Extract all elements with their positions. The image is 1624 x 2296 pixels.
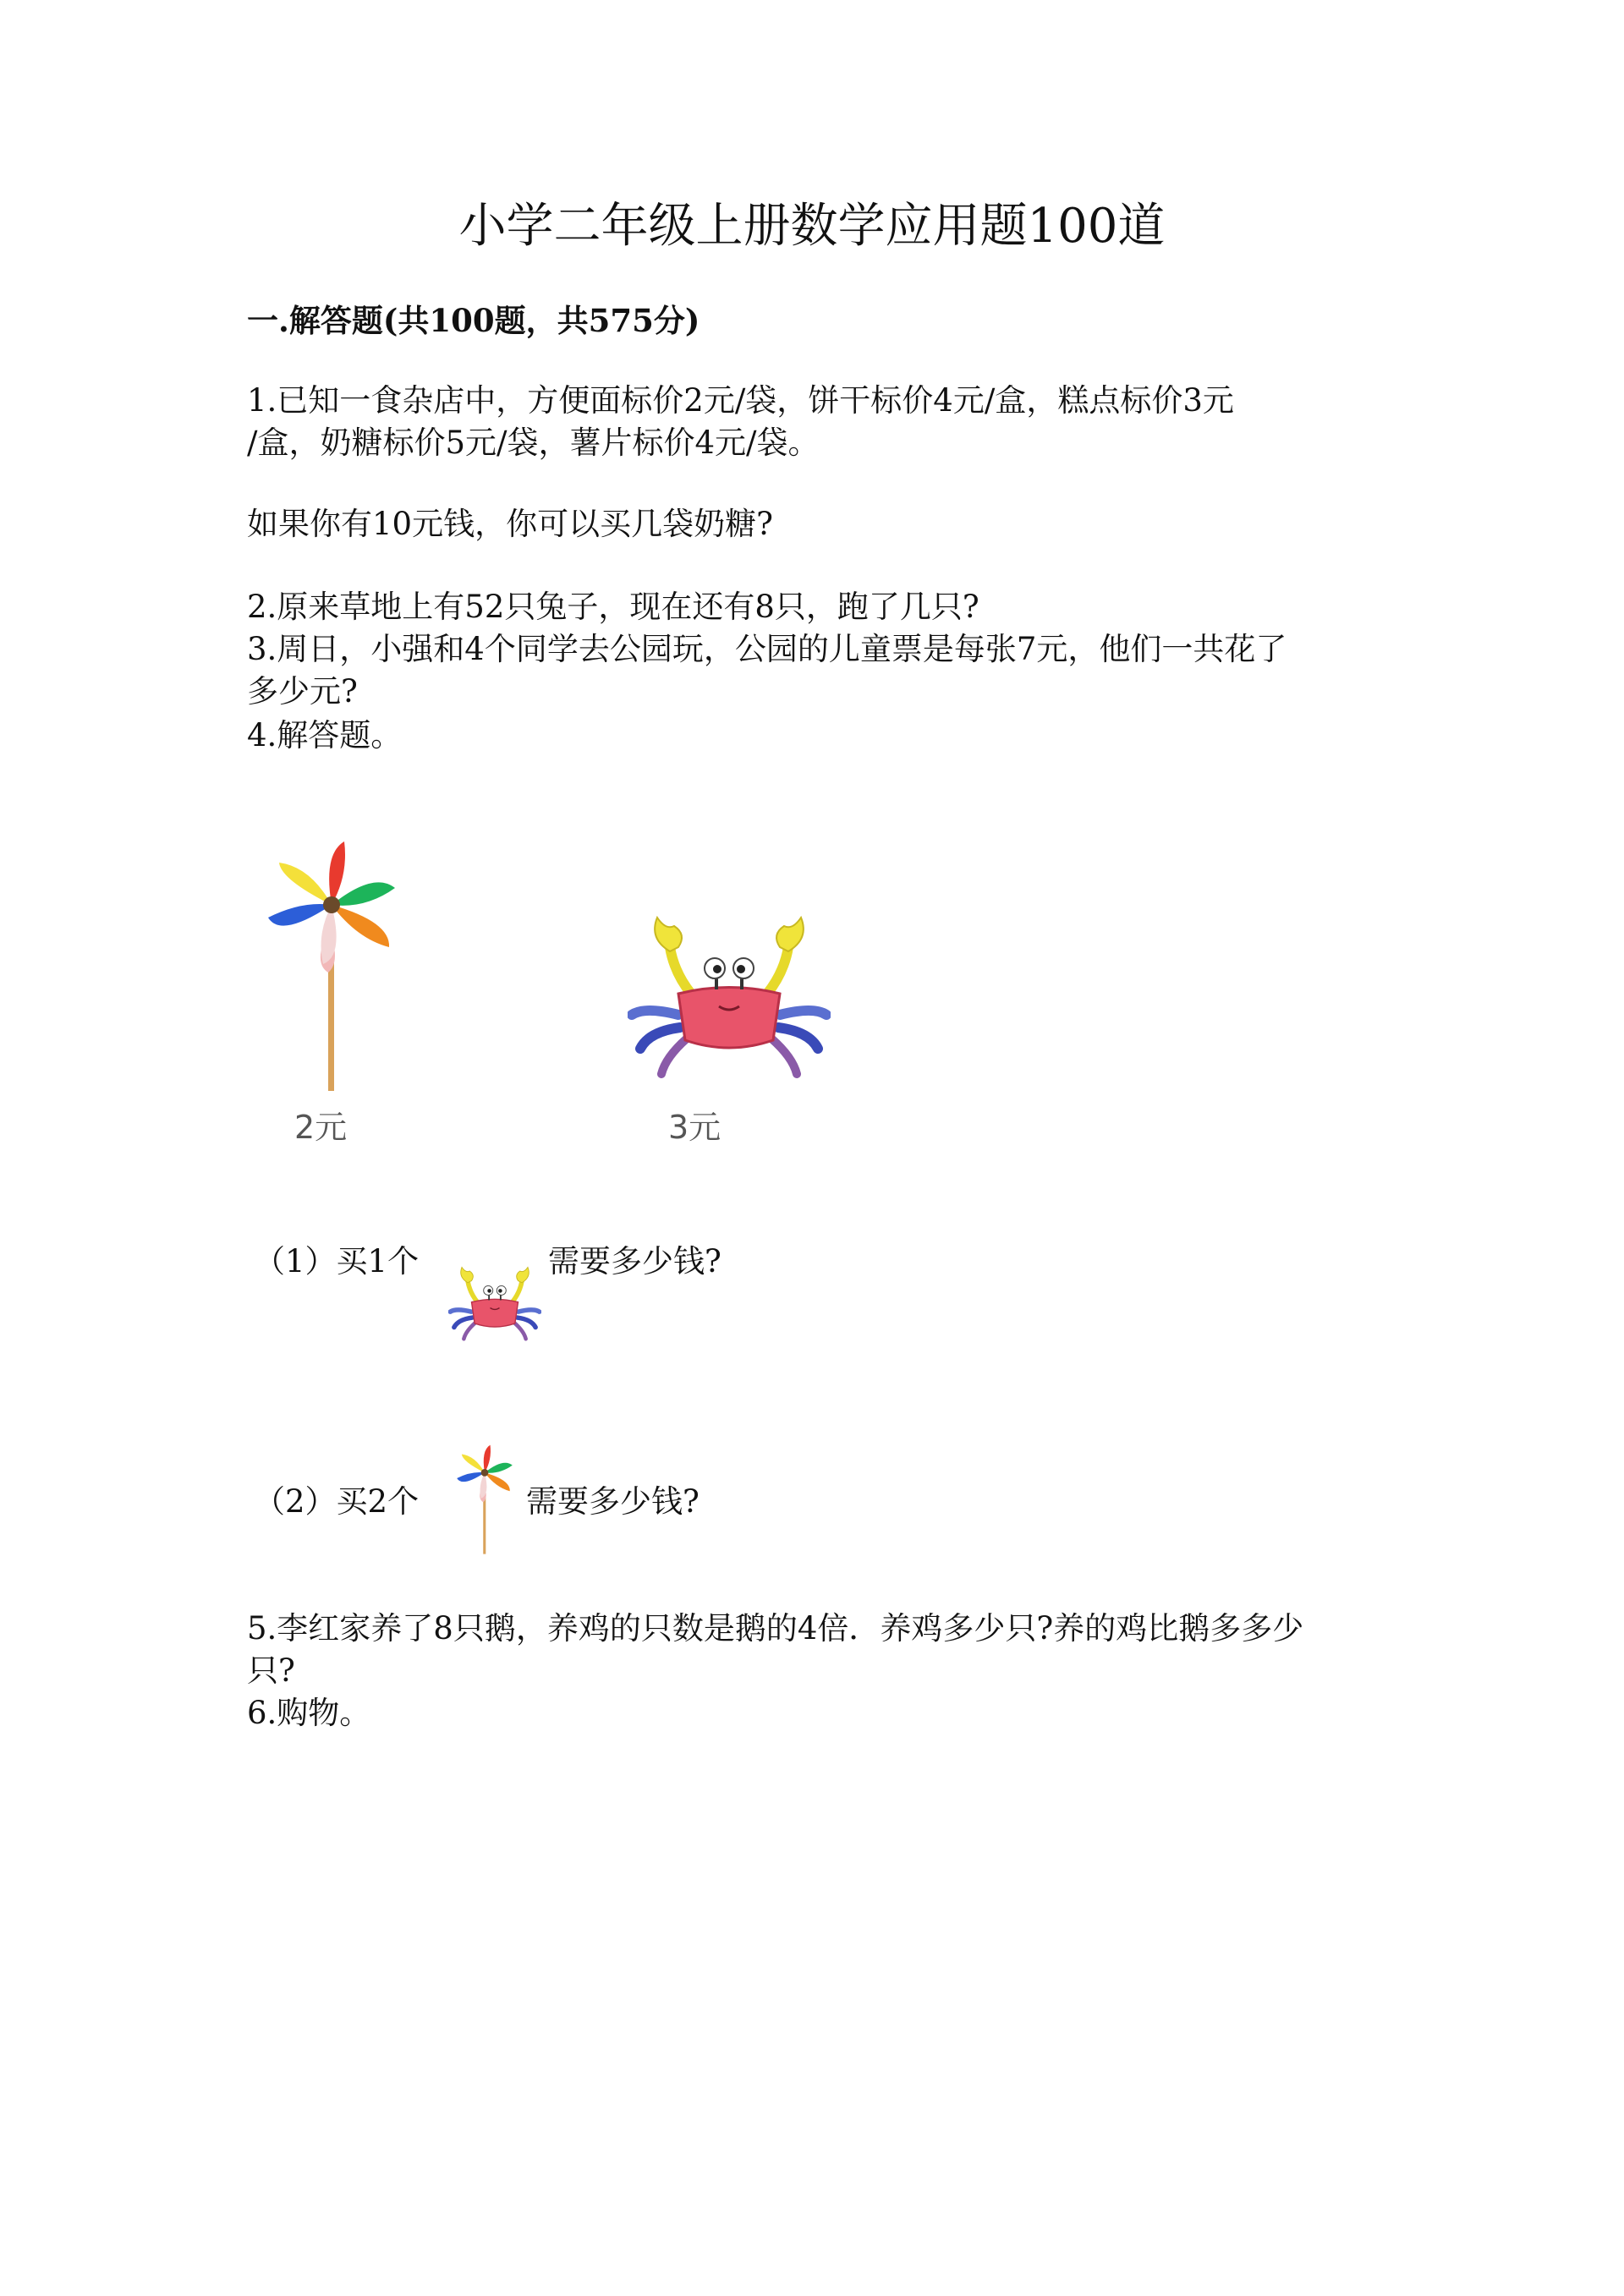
question-3-line-2: 多少元? [247, 673, 358, 710]
question-1-line-1: 1.已知一食杂店中，方便面标价2元/袋，饼干标价4元/盒，糕点标价3元 [247, 382, 1234, 419]
crab-icon [448, 1265, 541, 1343]
question-2: 2.原来草地上有52只兔子，现在还有8只，跑了几只? [247, 589, 979, 625]
subquestion-1-suffix: 需要多少钱? [548, 1243, 721, 1280]
crab-icon [628, 913, 831, 1082]
subquestion-1-prefix: （1）买1个 [254, 1243, 420, 1280]
question-4-label: 4.解答题。 [247, 717, 403, 753]
subquestion-2-suffix: 需要多少钱? [526, 1483, 700, 1520]
crab-price: 3元 [668, 1109, 721, 1146]
question-6: 6.购物。 [247, 1695, 371, 1731]
pinwheel-icon [264, 837, 399, 1091]
subquestion-2-prefix: （2）买2个 [254, 1483, 420, 1520]
pinwheel-price: 2元 [294, 1109, 348, 1146]
question-3-line-1: 3.周日，小强和4个同学去公园玩，公园的儿童票是每张7元，他们一共花了 [247, 631, 1287, 667]
page-title: 小学二年级上册数学应用题100道 [458, 199, 1166, 254]
question-5-line-1: 5.李红家养了8只鹅，养鸡的只数是鹅的4倍．养鸡多少只?养的鸡比鹅多多少 [247, 1610, 1304, 1647]
question-1-line-2: /盒，奶糖标价5元/袋，薯片标价4元/袋。 [247, 425, 820, 461]
question-1-ask: 如果你有10元钱，你可以买几袋奶糖? [247, 506, 773, 542]
question-5-line-2: 只? [247, 1652, 295, 1689]
pinwheel-icon [455, 1443, 514, 1554]
section-heading: 一.解答题(共100题，共575分) [247, 302, 700, 339]
